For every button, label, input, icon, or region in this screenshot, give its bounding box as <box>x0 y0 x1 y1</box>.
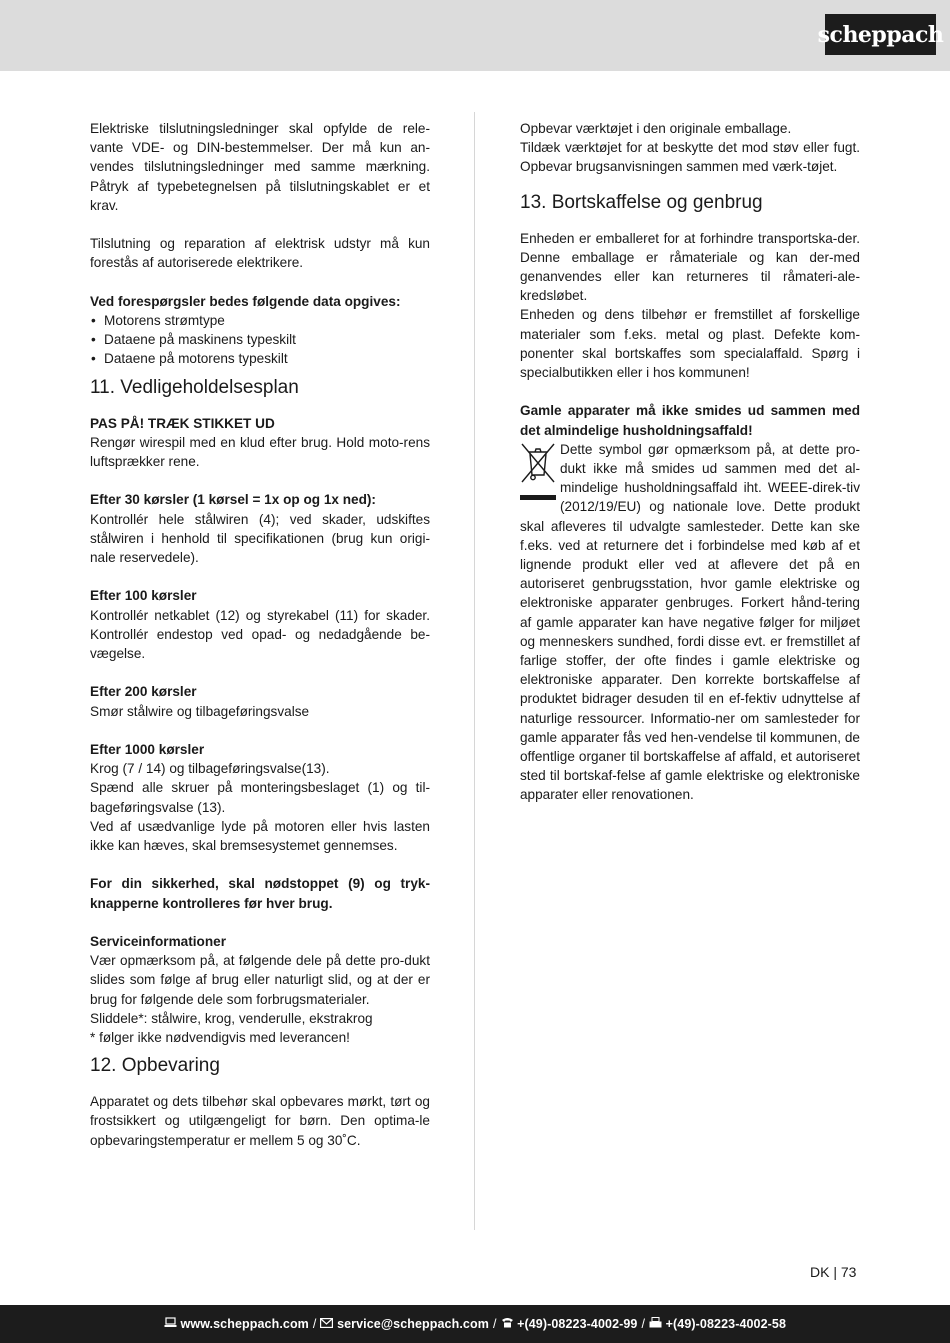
safety-note: For din sikkerhed, skal nødstoppet (9) og tryk-knapperne kontrolleres før hver brug. <box>90 876 430 911</box>
interval-1000-line-3: Ved af usædvanlige lyde på motoren eller hvis lasten ikke kan hæves, skal bremsesystemet gennemses. <box>90 818 430 854</box>
footer-web[interactable]: www.scheppach.com <box>180 1317 309 1331</box>
data-list <box>90 311 430 369</box>
disposal-paragraph-2: Enheden og dens tilbehør er fremstillet af forskellige materialer som f.eks. metal og plast. Defekte kom-ponenter skal bortskaffes som specialaffald. Spørg i specialbutikken eller i hos kommunen! <box>520 307 860 381</box>
footer-email[interactable]: service@scheppach.com <box>337 1317 489 1331</box>
service-parts: Sliddele*: stålwire, krog, venderulle, ekstrakrog <box>90 1010 373 1026</box>
right-column <box>520 119 860 805</box>
section-13-title: 13. Bortskaffelse og genbrug <box>520 191 763 213</box>
list-item: • Motorens strømtype <box>90 311 430 330</box>
interval-200-heading: Efter 200 kørsler <box>90 684 197 700</box>
warning-heading: PAS PÅ! TRÆK STIKKET UD <box>90 415 275 431</box>
service-heading: Serviceinformationer <box>90 934 226 949</box>
column-divider <box>474 112 475 1230</box>
service-text: Vær opmærksom på, at følgende dele på dette pro-dukt slides som følge af brug eller naturligt slid, og at der er brug for følgende dele som forbrugsmaterialer. <box>90 953 430 1007</box>
interval-30-heading: Efter 30 kørsler (1 kørsel = 1x op og 1x ned): <box>90 492 376 508</box>
page-number-value: 73 <box>840 1264 857 1280</box>
footer-separator: / <box>492 1317 497 1331</box>
storage-text: Apparatet og dets tilbehør skal opbevares mørkt, tørt og frostsikkert og utilgængeligt for børn. Den optima-le opbevaringstemperatur er mellem 5 og 30˚C. <box>90 1094 430 1148</box>
list-item: • Dataene på maskinens typeskilt <box>90 330 430 349</box>
interval-100-heading: Efter 100 kørsler <box>90 588 197 604</box>
footer-fax[interactable]: +(49)-08223-4002-58 <box>665 1317 787 1331</box>
interval-1000-line-2: Spænd alle skruer på monteringsbeslaget (1) og til-bageføringsvalse (13). <box>90 780 430 815</box>
footer-phone[interactable]: +(49)-08223-4002-99 <box>517 1317 638 1331</box>
storage-line-2: Tildæk værktøjet for at beskytte det mod støv eller fugt. Opbevar brugsanvisningen sammen med værk-tøjet. <box>520 140 860 175</box>
footer-separator: / <box>641 1317 646 1331</box>
interval-1000-line-1: Krog (7 / 14) og tilbageføringsvalse(13). <box>90 761 330 777</box>
scheppach-logo: scheppach <box>825 14 936 55</box>
data-heading: Ved forespørgsler bedes følgende data opgives: <box>90 293 401 309</box>
warning-text: Rengør wirespil med en klud efter brug. Hold moto-rens luftsprækker rene. <box>90 434 430 470</box>
footer-separator: / <box>312 1317 317 1331</box>
interval-200-text: Smør stålwire og tilbageføringsvalse <box>90 703 310 719</box>
list-item: • Dataene på motorens typeskilt <box>90 349 430 368</box>
section-11-title: 11. Vedligeholdelsesplan <box>90 376 299 398</box>
paragraph-cables: Elektriske tilslutningsledninger skal opfylde de rele-vante VDE- og DIN-bestemmelser. Der må kun an-vendes tilslutningsledninger med samme mærkning. Påtryk af typebetegnelsen på tilslutningskablet er et krav. <box>90 121 430 213</box>
paragraph-electricians: Tilslutning og reparation af elektrisk udstyr må kun forestås af autoriserede elektrikere. <box>90 236 430 271</box>
header-bar <box>0 0 950 71</box>
storage-line-1: Opbevar værktøjet i den originale emballage. <box>520 121 792 136</box>
footer-bar <box>0 1305 950 1343</box>
left-column <box>90 119 430 1150</box>
fax-icon <box>649 1317 662 1331</box>
page-number <box>810 1264 856 1280</box>
envelope-icon <box>320 1317 333 1331</box>
crossed-out-wheelie-bin-icon <box>520 442 556 500</box>
telephone-icon <box>501 1317 514 1331</box>
interval-1000-heading: Efter 1000 kørsler <box>90 742 205 757</box>
weee-heading: Gamle apparater må ikke smides ud sammen med det almindelige husholdningsaffald! <box>520 403 860 438</box>
service-note: * følger ikke nødvendigvis med leverancen! <box>90 1030 350 1046</box>
section-12-title: 12. Opbevaring <box>90 1055 220 1077</box>
computer-icon <box>164 1317 177 1331</box>
weee-text: Dette symbol gør opmærksom på, at dette pro-dukt ikke må smides ud sammen med det al-mindelige husholdningsaffald iht. WEEE-direk-tiv (2012/19/EU) og nationale love. Dette produkt skal afleveres til udvalgte samlesteder. Dette kan ske f.eks. ved at returnere det i forbindelse med køb af et lignende produkt eller ved at aflevere det på en autoriseret genbrugsstation, hvor gamle elektriske og elektroniske apparater genbruges. Forkert hånd-tering af gamle apparater kan have negative følger for miljøet og menneskers sundhed, fordi disse evt. er fremstillet af farlige stoffer, der ofte findes i gamle elektriske og elektroniske apparater. Den korrekte bortskaffelse af produktet bidrager desuden til en ef-fektiv udnyttelse af naturlige ressourcer. Informatio-ner om samlesteder for gamle apparater fås ved hen-vendelse til kommunen, de offentlige organer til bortskaffelse af affald, et autoriseret sted til bortskaf-felse af gamle elektriske og elektroniske apparater eller renovationen. <box>520 441 860 803</box>
interval-100-text: Kontrollér netkablet (12) og styrekabel (11) for skader. Kontrollér endestop ved opad- og nedadgående be-vægelse. <box>90 607 430 662</box>
disposal-paragraph-1: Enheden er emballeret for at forhindre transportska-der. Denne emballage er råmateriale og kan der-med genanvendes eller kan returneres til råmateri-ale-kredsløbet. <box>520 230 860 304</box>
page-separator: | <box>833 1264 837 1280</box>
weee-bar <box>520 495 556 500</box>
page-language: DK <box>810 1264 830 1280</box>
interval-30-text: Kontrollér hele stålwiren (4); ved skader, udskiftes stålwiren i henhold til specifikationen (brug kun origi-nale reservedele). <box>90 511 430 566</box>
